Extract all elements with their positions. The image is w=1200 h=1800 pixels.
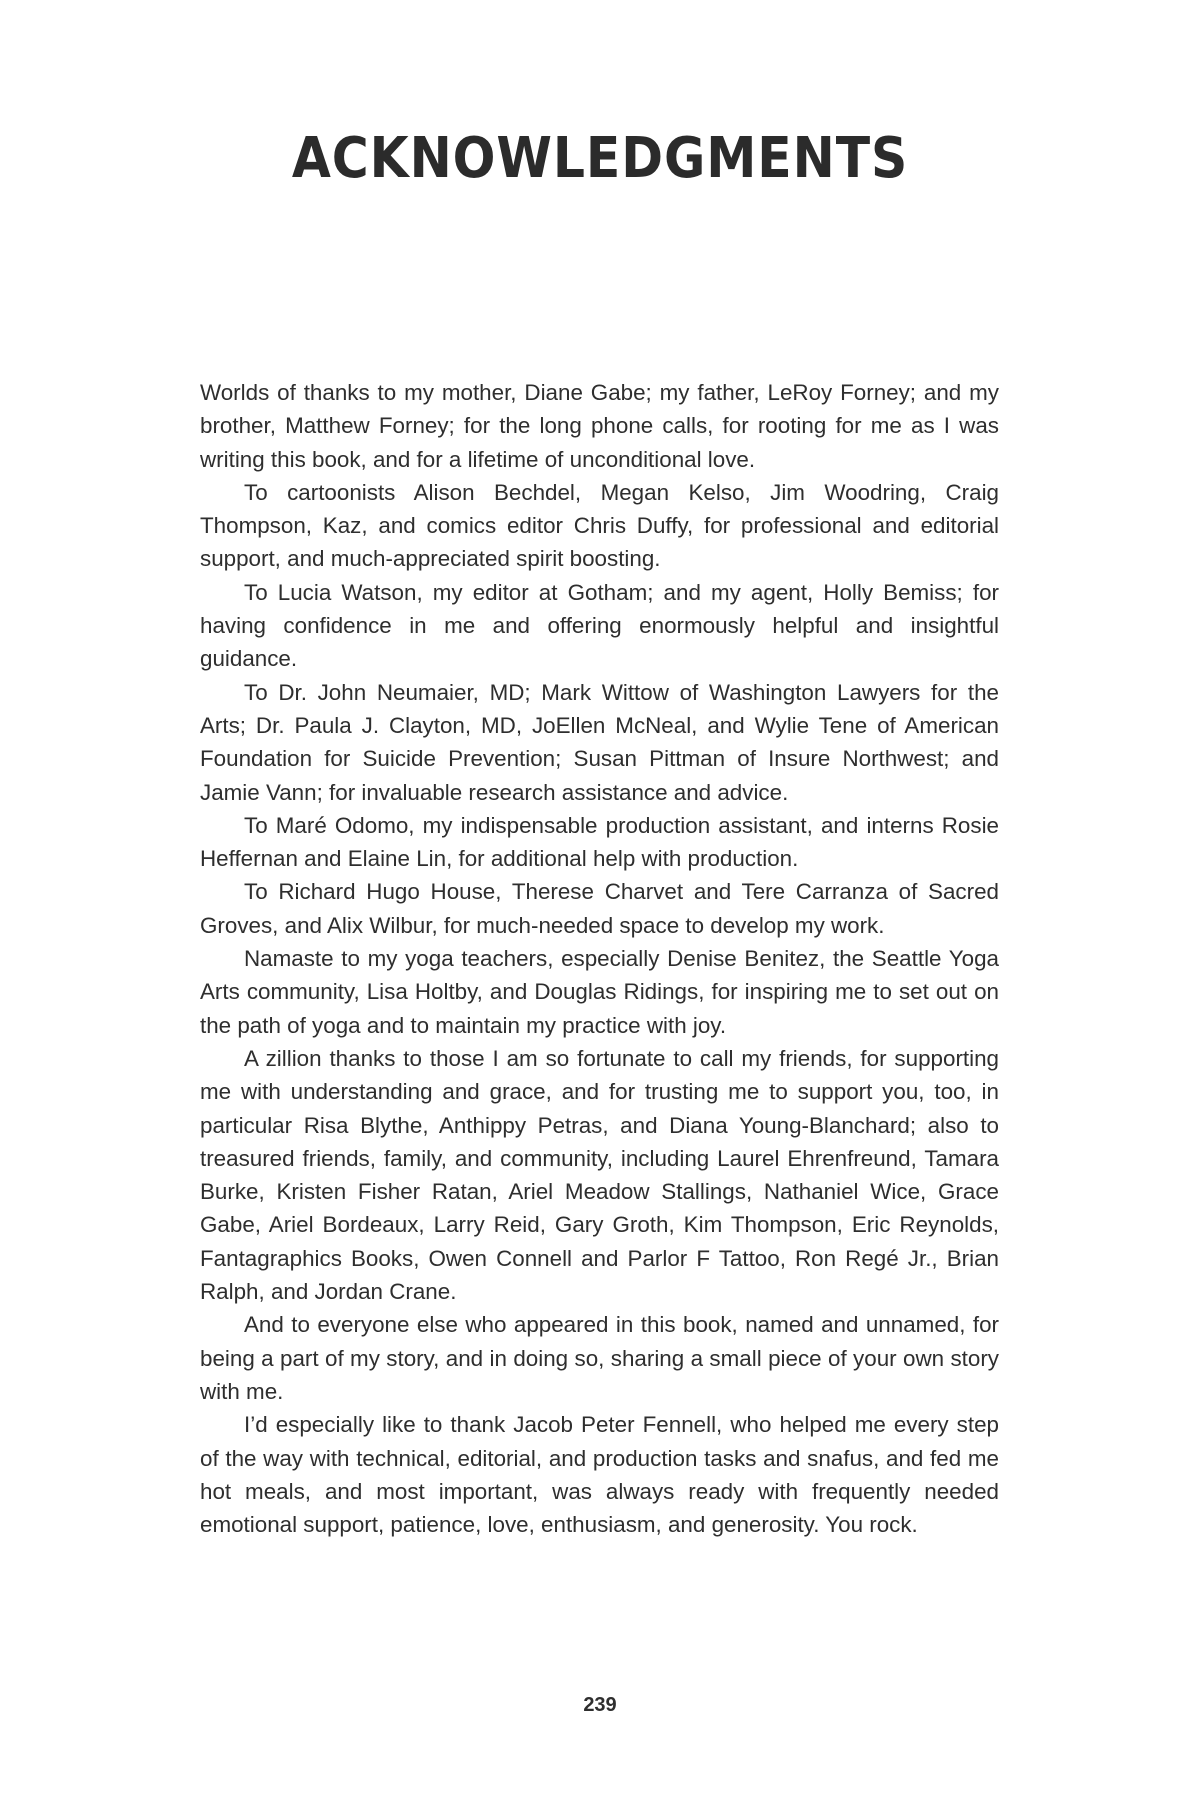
paragraph-jacob: I’d especially like to thank Jacob Peter Fennell, who helped me every step of the way with technical, editorial, and production tasks and snafus, and fed me hot meals, and most important, was always ready with frequently needed emotional support, patience, love, enthusiasm, and generosity. You rock. xyxy=(200,1412,999,1538)
paragraph-everyone-else: And to everyone else who appeared in this book, named and unnamed, for being a part of my story, and in doing so, sharing a small piece of your own story with me. xyxy=(200,1312,999,1404)
paragraph-editor-agent: To Lucia Watson, my editor at Gotham; and my agent, Holly Bemiss; for having confidence in me and offering enormously helpful and insightful guidance. xyxy=(200,579,999,672)
page-number: 239 xyxy=(583,1694,617,1716)
paragraph-cartoonists: To cartoonists Alison Bechdel, Megan Kelso, Jim Woodring, Craig Thompson, Kaz, and comics editor Chris Duffy, for professional and editorial support, and much-appreciated spirit boosting. xyxy=(200,479,999,572)
paragraph-production-help: To Maré Odomo, my indispensable production assistant, and interns Rosie Heffernan and Elaine Lin, for additional help with production. xyxy=(200,812,999,872)
page-title: ACKNOWLEDGMENTS xyxy=(291,125,909,191)
paragraph-friends: A zillion thanks to those I am so fortunate to call my friends, for supporting me with understanding and grace, and for trusting me to support you, too, in particular Risa Blythe, Anthippy Petras, and Diana Young-Blanchard; also to treasured friends, family, and community, including Laurel Ehrenfreund, Tamara Burke, Kristen Fisher Ratan, Ariel Meadow Stallings, Nathaniel Wice, Grace Gabe, Ariel Bordeaux, Larry Reid, Gary Groth, Kim Thompson, Eric Reynolds, Fantagraphics Books, Owen Connell and Parlor F Tattoo, Ron Regé Jr., Brian Ralph, and Jordan Crane. xyxy=(200,1045,999,1305)
paragraph-family: Worlds of thanks to my mother, Diane Gabe; my father, LeRoy Forney; and my brother, Matthew Forney; for the long phone calls, for rooting for me as I was writing this book, and for a lifetime of unconditional love. xyxy=(200,380,999,472)
paragraph-work-space: To Richard Hugo House, Therese Charvet and Tere Carranza of Sacred Groves, and Alix Wilbur, for much-needed space to develop my work. xyxy=(200,879,999,938)
paragraph-yoga-teachers: Namaste to my yoga teachers, especially Denise Benitez, the Seattle Yoga Arts community, Lisa Holtby, and Douglas Ridings, for inspiring me to set out on the path of yoga and to maintain my practice with joy. xyxy=(200,946,999,1038)
paragraph-research-advisors: To Dr. John Neumaier, MD; Mark Wittow of Washington Lawyers for the Arts; Dr. Paula J. Clayton, MD, JoEllen McNeal, and Wylie Tene of American Foundation for Suicide Prevention; Susan Pittman of Insure Northwest; and Jamie Vann; for invaluable research assistance and advice. xyxy=(200,679,999,805)
acknowledgments-body xyxy=(200,376,999,1541)
